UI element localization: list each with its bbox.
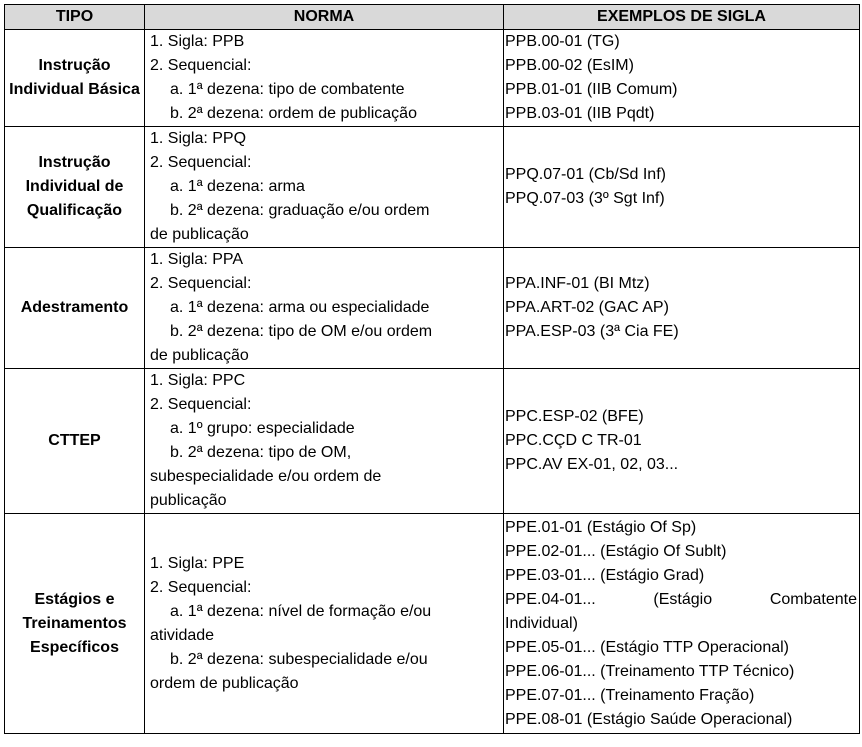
norma-cell — [145, 248, 504, 369]
tipo-cell: CTTEP — [5, 369, 145, 514]
tipo-cell: Instrução Individual de Qualificação — [5, 127, 145, 248]
norma-sigla: 1. Sigla: PPB — [150, 33, 245, 50]
exemplo-sigla: PPB.00-01 (TG) — [505, 33, 620, 50]
norma-item-a: a. 1ª dezena: arma ou especialidade — [170, 299, 430, 316]
exemplos-cell — [504, 514, 860, 734]
exemplos-cell — [504, 369, 860, 514]
tipo-cell: Adestramento — [5, 248, 145, 369]
table-row — [5, 248, 860, 369]
header-row — [5, 5, 860, 30]
norma-item-a: a. 1ª dezena: nível de formação e/ou — [170, 602, 432, 620]
exemplos-cell — [504, 127, 860, 248]
norma-cell — [145, 514, 504, 734]
exemplo-sigla: PPE.08-01 (Estágio Saúde Operacional) — [505, 710, 793, 728]
exemplo-sigla: PPE.06-01... (Treinamento TTP Técnico) — [505, 662, 795, 680]
exemplo-sigla: PPC.AV EX-01, 02, 03... — [505, 456, 679, 473]
exemplo-sigla: PPE.01-01 (Estágio Of Sp) — [505, 518, 697, 536]
norma-cell — [145, 127, 504, 248]
table-row — [5, 369, 860, 514]
norma-item-b: b. 2ª dezena: tipo de OM, — [170, 444, 352, 461]
header-exemplos: EXEMPLOS DE SIGLA — [504, 5, 860, 30]
header-norma: NORMA — [145, 5, 504, 30]
exemplo-sigla: PPB.03-01 (IIB Pqdt) — [505, 105, 655, 122]
norma-item-b-continuation: subespecialidade e/ou ordem de publicação — [150, 468, 382, 509]
norma-sigla: 1. Sigla: PPC — [150, 372, 246, 389]
exemplo-sigla: PPA.ART-02 (GAC AP) — [505, 299, 669, 316]
tipo-cell: Estágios e Treinamentos Específicos — [5, 514, 145, 734]
exemplo-sigla: PPC.CÇD C TR-01 — [505, 432, 642, 449]
exemplo-sigla: PPE.05-01... (Estágio TTP Operacional) — [505, 638, 789, 656]
norma-item-a: a. 1ª dezena: arma — [170, 178, 305, 195]
norma-item-a: a. 1º grupo: especialidade — [170, 420, 355, 437]
norma-sequencial: 2. Sequencial: — [150, 396, 252, 413]
norma-item-b-continuation: de publicação — [150, 226, 249, 243]
norma-cell — [145, 369, 504, 514]
norma-item-a: a. 1ª dezena: tipo de combatente — [170, 81, 405, 98]
norma-item-b: b. 2ª dezena: subespecialidade e/ou — [170, 650, 428, 668]
table-row — [5, 127, 860, 248]
norma-sigla: 1. Sigla: PPQ — [150, 130, 247, 147]
norma-item-b-continuation: de publicação — [150, 347, 249, 364]
norma-item-a-continuation: atividade — [150, 626, 215, 644]
norma-cell — [145, 30, 504, 127]
tipo-cell: Instrução Individual Básica — [5, 30, 145, 127]
norma-sigla: 1. Sigla: PPA — [150, 251, 244, 268]
exemplo-sigla: PPB.01-01 (IIB Comum) — [505, 81, 678, 98]
exemplo-sigla-continuation: Individual) — [505, 614, 578, 632]
exemplo-sigla: PPA.INF-01 (BI Mtz) — [505, 275, 650, 292]
exemplo-sigla: PPQ.07-03 (3º Sgt Inf) — [505, 190, 665, 207]
norma-sequencial: 2. Sequencial: — [150, 275, 252, 292]
header-tipo: TIPO — [5, 5, 145, 30]
exemplos-cell — [504, 30, 860, 127]
exemplo-sigla: PPE.07-01... (Treinamento Fração) — [505, 686, 755, 704]
exemplo-sigla: PPB.00-02 (EsIM) — [505, 57, 634, 74]
exemplo-sigla: PPE.02-01... (Estágio Of Sublt) — [505, 542, 727, 560]
norma-sequencial: 2. Sequencial: — [150, 57, 252, 74]
exemplo-sigla: PPC.ESP-02 (BFE) — [505, 408, 644, 425]
table-row — [5, 514, 860, 734]
table-row — [5, 30, 860, 127]
norma-sequencial: 2. Sequencial: — [150, 154, 252, 171]
norma-sigla: 1. Sigla: PPE — [150, 554, 245, 572]
exemplo-sigla: PPA.ESP-03 (3ª Cia FE) — [505, 323, 679, 340]
exemplos-cell — [504, 248, 860, 369]
norma-item-b: b. 2ª dezena: tipo de OM e/ou ordem — [170, 323, 433, 340]
exemplo-sigla: PPE.04-01... (Estágio Combatente — [505, 590, 857, 608]
norm-table — [4, 4, 860, 734]
norma-sequencial: 2. Sequencial: — [150, 578, 252, 596]
norma-item-b: b. 2ª dezena: ordem de publicação — [170, 105, 417, 122]
exemplo-sigla: PPQ.07-01 (Cb/Sd Inf) — [505, 166, 666, 183]
norma-item-b: b. 2ª dezena: graduação e/ou ordem — [170, 202, 430, 219]
norma-item-b-continuation: ordem de publicação — [150, 674, 299, 692]
exemplo-sigla: PPE.03-01... (Estágio Grad) — [505, 566, 705, 584]
